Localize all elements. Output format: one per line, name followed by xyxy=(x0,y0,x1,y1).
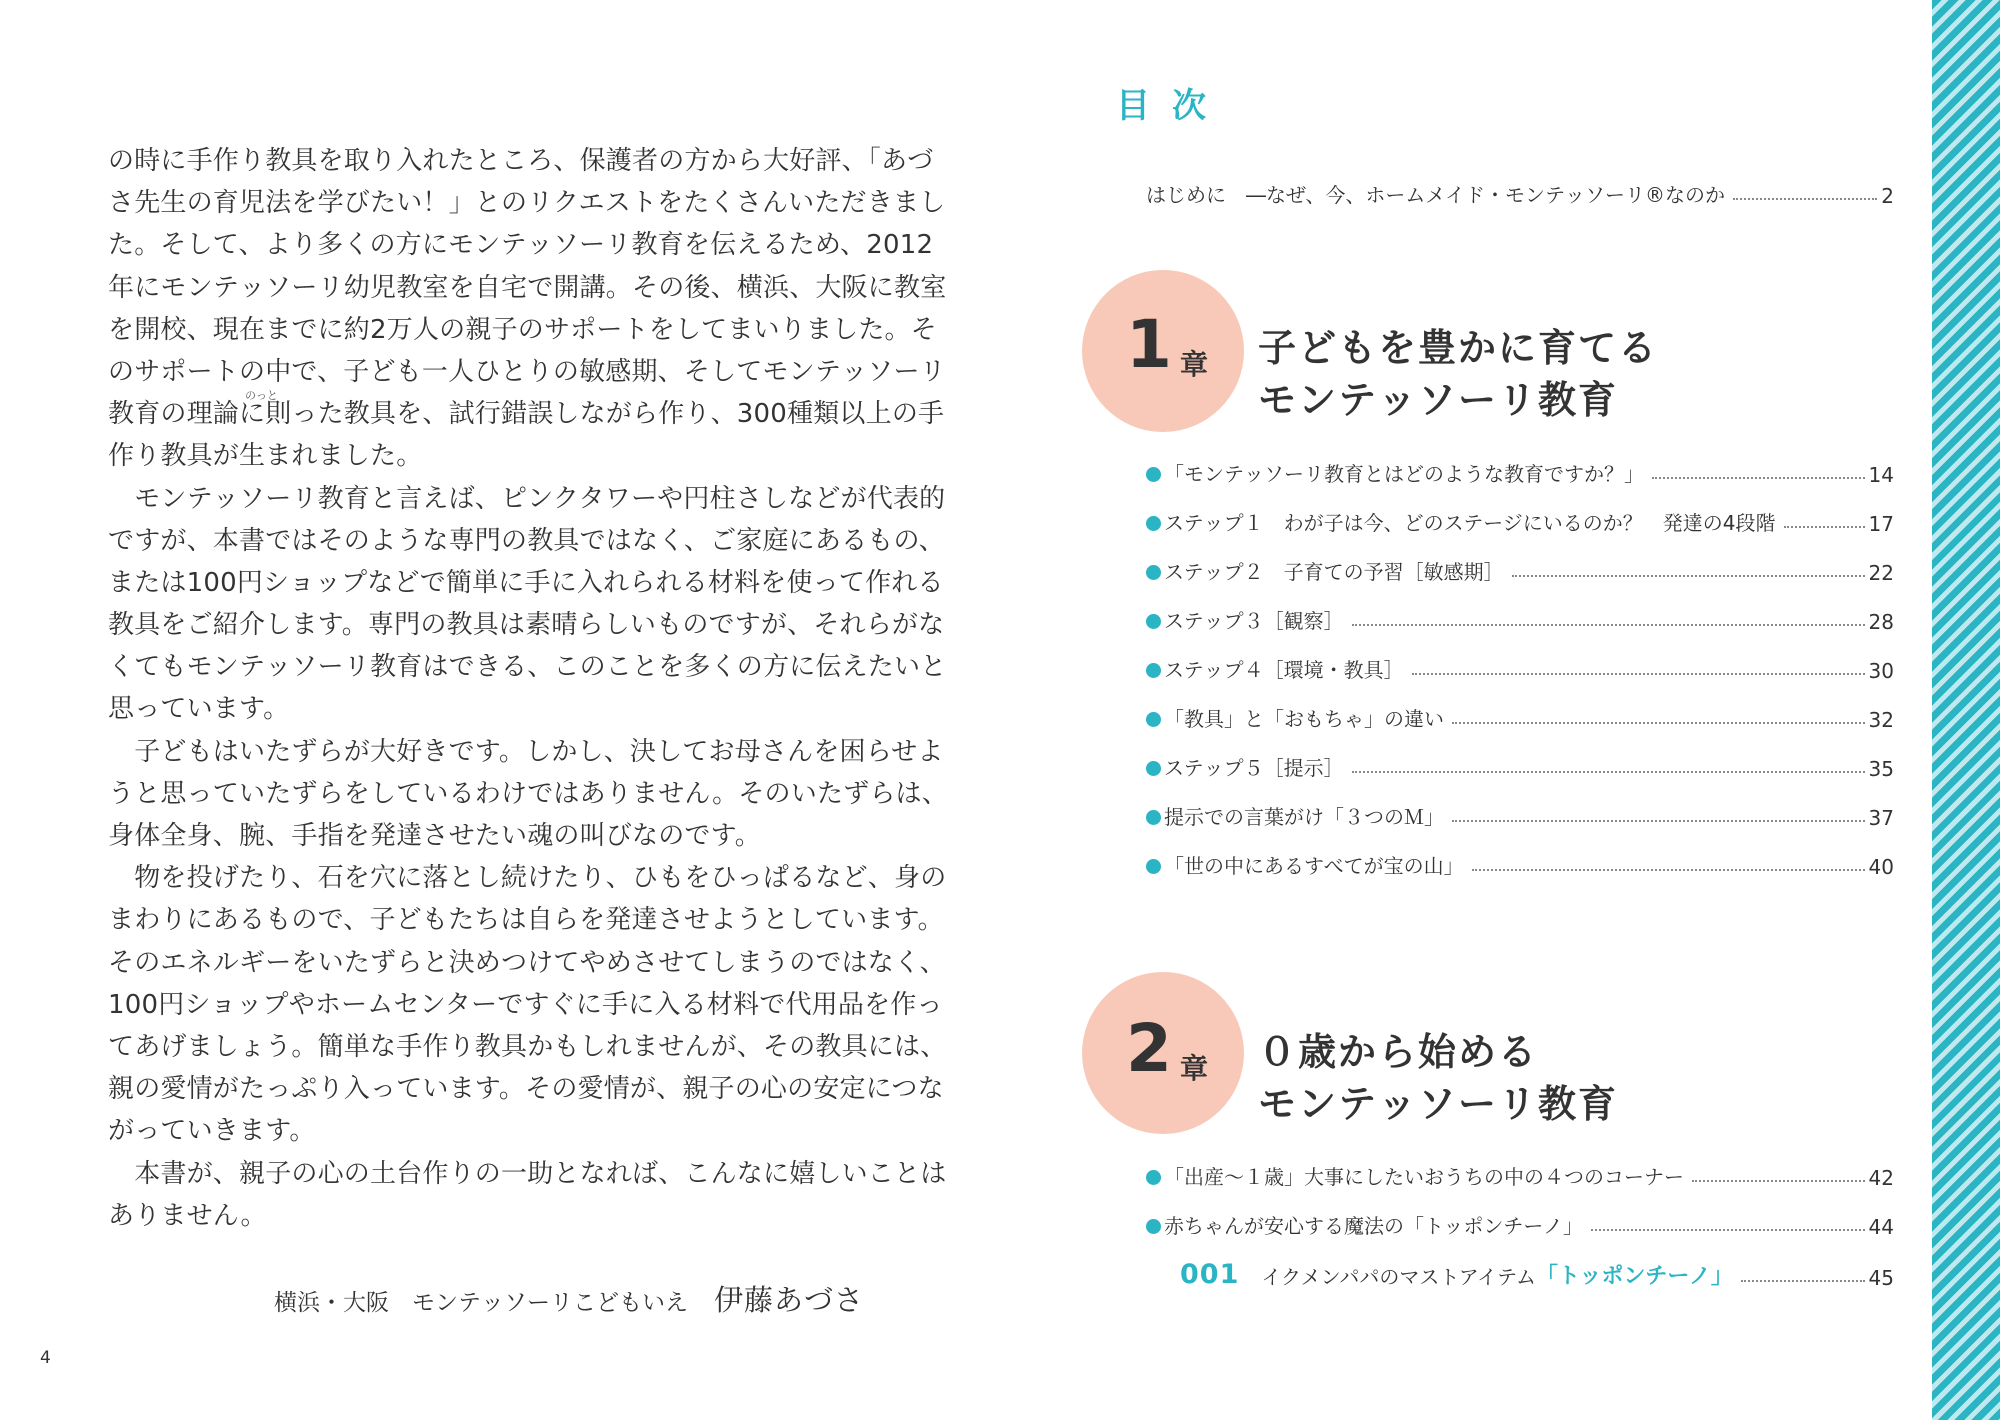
toc-intro[interactable] xyxy=(1146,178,1894,208)
toc-entry-text xyxy=(1146,556,1504,585)
toc-leader xyxy=(1741,1280,1865,1282)
toc-entry-page: 42 xyxy=(1868,1166,1894,1190)
toc-entry-text xyxy=(1146,801,1444,830)
body-line: 親の愛情がたっぷり入っています。その愛情が、親子の心の安定につな xyxy=(108,1074,944,1105)
chapter-1-title-line2: モンテッソーリ教育 xyxy=(1258,378,1619,422)
toc-leader xyxy=(1452,820,1865,822)
toc-leader xyxy=(1784,526,1865,528)
chapter-2-kanji: 章 xyxy=(1180,1052,1209,1085)
body-line: ありません。 xyxy=(108,1200,267,1231)
chapter-1-title-line1: 子どもを豊かに育てる xyxy=(1258,326,1659,370)
body-line: そのエネルギーをいたずらと決めつけてやめさせてしまうのではなく、 xyxy=(108,947,946,978)
bullet-icon xyxy=(1146,467,1161,482)
body-line: うと思っていたずらをしているわけではありません。そのいたずらは、 xyxy=(108,778,948,809)
toc-entry-text xyxy=(1146,703,1444,732)
toc-entry[interactable] xyxy=(1146,555,1894,585)
body-line: ですが、本書ではそのような専門の教具ではなく、ご家庭にあるもの、 xyxy=(108,525,945,556)
toc-entry-page: 40 xyxy=(1868,855,1894,879)
toc-entry-page: 14 xyxy=(1868,463,1894,487)
toc-leader xyxy=(1512,575,1865,577)
chapter-1-number: 1 xyxy=(1126,306,1172,383)
bullet-icon xyxy=(1146,810,1161,825)
chapter-1-title xyxy=(1258,322,1658,426)
bullet-icon xyxy=(1146,859,1161,874)
body-line: 作り教具が生まれました。 xyxy=(108,441,423,472)
toc-entry-label: 「モンテッソーリ教育とはどのような教育ですか？」 xyxy=(1164,462,1644,486)
body-line: 物を投げたり、石を穴に落とし続けたり、ひもをひっぱるなど、身の xyxy=(108,863,947,894)
body-line: 思っています。 xyxy=(108,694,290,725)
toc-entry[interactable] xyxy=(1146,751,1894,781)
toc-leader xyxy=(1591,1229,1865,1231)
toc-entry-text xyxy=(1146,1210,1583,1239)
body-line: がっていきます。 xyxy=(108,1116,316,1147)
toc-sub-label: イクメンパパのマストアイテム xyxy=(1261,1265,1536,1289)
toc-entry[interactable] xyxy=(1146,604,1894,634)
toc-title: 目次 xyxy=(1116,86,1228,126)
body-line: のサポートの中で、子ども一人ひとりの敏感期、そしてモンテッソーリ xyxy=(108,356,946,387)
toc-entry-label: ステップ１ わが子は今、どのステージにいるのか？ 発達の4段階 xyxy=(1164,511,1776,535)
chapter-2-title-line1: ０歳から始める xyxy=(1258,1030,1539,1074)
toc-sub-code: 001 xyxy=(1180,1259,1240,1290)
toc-leader xyxy=(1733,198,1877,200)
toc-entry-text xyxy=(1146,458,1644,487)
body-line: まわりにあるもので、子どもたちは自らを発達させようとしています。 xyxy=(108,905,944,936)
toc-entry[interactable] xyxy=(1146,702,1894,732)
toc-sub-highlight: 「トッポンチーノ」 xyxy=(1535,1264,1733,1289)
bullet-icon xyxy=(1146,1219,1161,1234)
toc-entry-label: ステップ２ 子育ての予習［敏感期］ xyxy=(1164,560,1504,584)
toc-sub-page: 45 xyxy=(1868,1266,1894,1290)
toc-entry-page: 44 xyxy=(1868,1215,1894,1239)
chapter-1-kanji: 章 xyxy=(1180,348,1209,381)
toc-entry-label: 「出産〜１歳」大事にしたいおうちの中の４つのコーナー xyxy=(1164,1165,1684,1189)
toc-sub-entry-001[interactable] xyxy=(1180,1258,1894,1290)
toc-entry-text xyxy=(1146,605,1344,634)
body-line: 子どもはいたずらが大好きです。しかし、決してお母さんを困らせよ xyxy=(108,736,944,767)
toc-leader xyxy=(1472,869,1865,871)
chapter-2-title-line2: モンテッソーリ教育 xyxy=(1258,1082,1619,1126)
furigana: のっと xyxy=(245,389,278,402)
bullet-icon xyxy=(1146,1170,1161,1185)
toc-entry-page: 28 xyxy=(1868,610,1894,634)
body-line: の時に手作り教具を取り入れたところ、保護者の方から大好評、「あづ xyxy=(108,146,934,176)
body-line: 身体全身、腕、手指を発達させたい魂の叫びなのです。 xyxy=(108,821,761,851)
toc-leader xyxy=(1412,673,1865,675)
body-line: を開校、現在までに約2万人の親子のサポートをしてまいりました。そ xyxy=(108,314,937,345)
page-number: 4 xyxy=(40,1348,51,1368)
toc-leader xyxy=(1692,1180,1865,1182)
toc-entry-page: 17 xyxy=(1868,512,1894,536)
bullet-icon xyxy=(1146,712,1161,727)
body-line: または100円ショップなどで簡単に手に入れられる材料を使って作れる xyxy=(108,567,944,598)
toc-entry-page: 22 xyxy=(1868,561,1894,585)
toc-intro-page: 2 xyxy=(1881,184,1894,208)
toc-entry[interactable] xyxy=(1146,800,1894,830)
toc-entry-text xyxy=(1146,752,1344,781)
body-line: 教育の理論に則った教具を、試行錯誤しながら作り、300種類以上の手 xyxy=(108,399,945,430)
toc-entry-label: ステップ５［提示］ xyxy=(1164,756,1344,780)
toc-entry-label: 提示での言葉がけ「３つのＭ」 xyxy=(1164,805,1444,829)
bullet-icon xyxy=(1146,761,1161,776)
signature-author: 伊藤あづさ xyxy=(713,1283,864,1317)
toc-entry-text xyxy=(1146,850,1464,879)
toc-entry-page: 37 xyxy=(1868,806,1894,830)
toc-entry[interactable] xyxy=(1146,849,1894,879)
signature xyxy=(274,1278,864,1319)
bullet-icon xyxy=(1146,614,1161,629)
body-text xyxy=(108,140,948,1237)
toc-entry-text xyxy=(1146,654,1404,683)
body-line: くてもモンテッソーリ教育はできる、このことを多くの方に伝えたいと xyxy=(108,652,947,683)
body-line: 教具をご紹介します。専門の教具は素晴らしいものですが、それらがな xyxy=(108,610,945,641)
toc-entry-page: 35 xyxy=(1868,757,1894,781)
toc-entry-page: 32 xyxy=(1868,708,1894,732)
toc-entry[interactable] xyxy=(1146,653,1894,683)
chapter-2-title xyxy=(1258,1026,1618,1130)
body-line: てあげましょう。簡単な手作り教具かもしれませんが、その教具には、 xyxy=(108,1031,947,1062)
toc-entry-label: ステップ３［観察］ xyxy=(1164,609,1344,633)
toc-entry-page: 30 xyxy=(1868,659,1894,683)
body-line: 本書が、親子の心の土台作りの一助となれば、こんなに嬉しいことは xyxy=(108,1158,947,1189)
toc-entry[interactable] xyxy=(1146,1209,1894,1239)
toc-leader xyxy=(1452,722,1865,724)
toc-entry-label: 「世の中にあるすべてが宝の山」 xyxy=(1164,854,1464,878)
toc-entry[interactable] xyxy=(1146,1160,1894,1190)
body-line: た。そして、より多くの方にモンテッソーリ教育を伝えるため、2012 xyxy=(108,230,934,261)
decorative-stripe-band xyxy=(1932,0,2000,1420)
toc-entry-label: ステップ４［環境・教具］ xyxy=(1164,658,1404,682)
toc-leader xyxy=(1352,771,1865,773)
toc-entry-text xyxy=(1146,1161,1684,1190)
signature-affiliation: 横浜・大阪 モンテッソーリこどもいえ xyxy=(273,1290,688,1316)
toc-leader xyxy=(1352,624,1865,626)
toc-entry-label: 赤ちゃんが安心する魔法の「トッポンチーノ」 xyxy=(1164,1214,1583,1238)
bullet-icon xyxy=(1146,663,1161,678)
body-line: さ先生の育児法を学びたい！」とのリクエストをたくさんいただきまし xyxy=(108,188,946,219)
toc-intro-label: はじめに ―なぜ、今、ホームメイド・モンテッソーリ®なのか xyxy=(1146,183,1725,207)
bullet-icon xyxy=(1146,516,1161,531)
toc-entry[interactable] xyxy=(1146,457,1894,487)
toc-entry[interactable] xyxy=(1146,506,1894,536)
body-line: 年にモンテッソーリ幼児教室を自宅で開講。その後、横浜、大阪に教室 xyxy=(108,272,947,303)
body-line: 100円ショップやホームセンターですぐに手に入る材料で代用品を作っ xyxy=(108,989,943,1020)
toc-entry-label: 「教具」と「おもちゃ」の違い xyxy=(1164,707,1444,731)
chapter-2-number: 2 xyxy=(1126,1010,1172,1087)
body-line: モンテッソーリ教育と言えば、ピンクタワーや円柱さしなどが代表的 xyxy=(108,483,946,514)
toc-leader xyxy=(1652,477,1865,479)
bullet-icon xyxy=(1146,565,1161,580)
toc-entry-text xyxy=(1146,507,1776,536)
